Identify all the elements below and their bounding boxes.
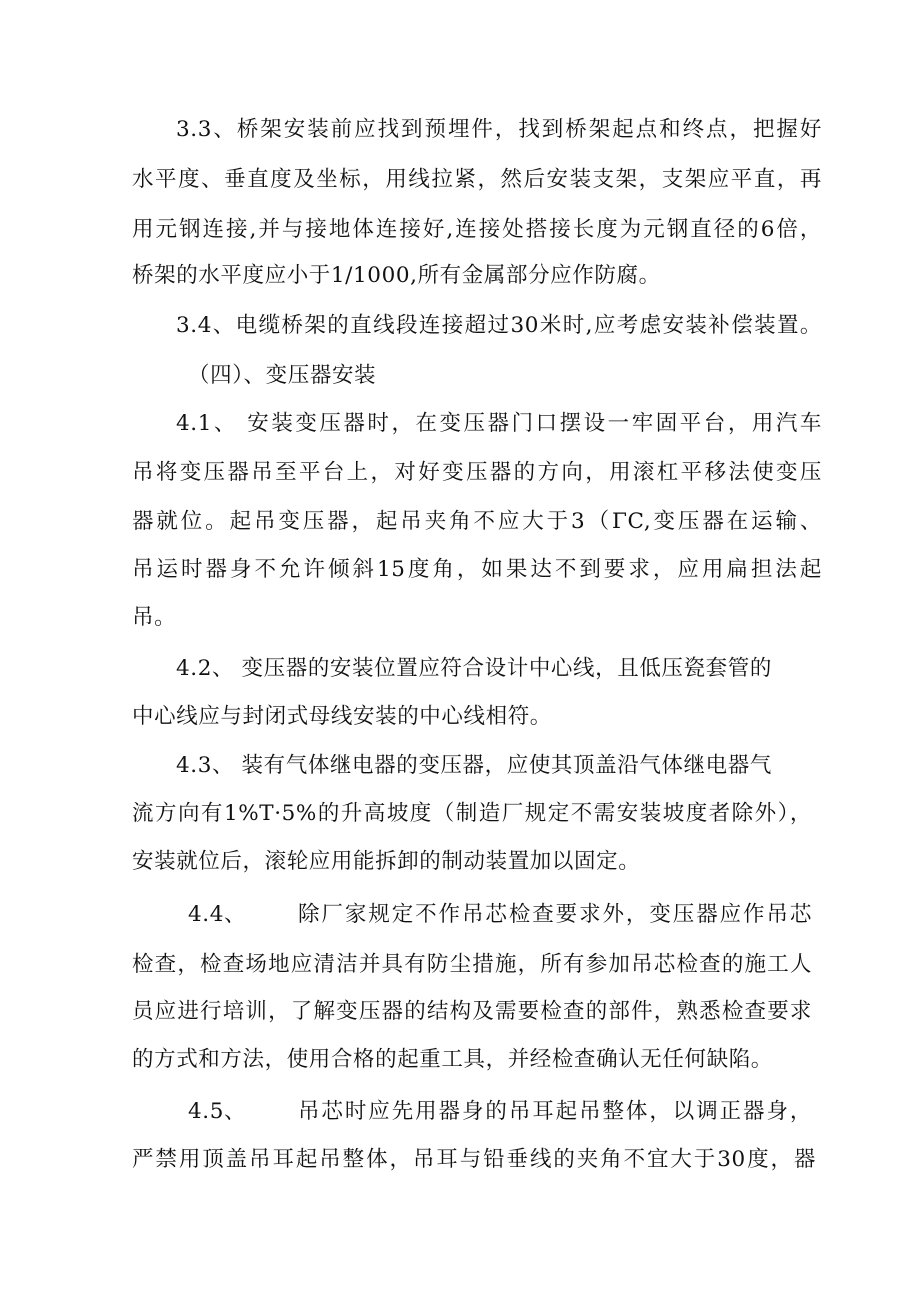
para-4-2-line-2: 中心线应与封闭式母线安装的中心线相符。	[132, 704, 552, 729]
para-4-4-line-3: 员应进行培训，了解变压器的结构及需要检查的部件，熟悉检查要求	[132, 999, 812, 1024]
para-3-3-line-4: 桥架的水平度应小于1/1000,所有金属部分应作防腐。	[132, 263, 661, 288]
para-4-2-line-1: 4.2、 变压器的安装位置应符合设计中心线，且低压瓷套管的	[176, 656, 772, 681]
para-4-4-line-4: 的方式和方法，使用合格的起重工具，并经检查确认无任何缺陷。	[132, 1047, 773, 1072]
para-4-3-line-1: 4.3、 装有气体继电器的变压器，应使其顶盖沿气体继电器气	[176, 753, 772, 778]
para-4-1-line-5: 吊。	[132, 605, 177, 630]
para-4-1-line-3: 器就位。起吊变压器，起吊夹角不应大于3（ΓC,变压器在运输、	[132, 509, 822, 534]
para-4-4-number: 4.4、	[188, 902, 247, 927]
para-3-3-line-3: 用元钢连接,并与接地体连接好,连接处搭接长度为元钢直径的6倍，	[132, 217, 822, 242]
para-3-3-line-2: 水平度、垂直度及坐标，用线拉紧，然后安装支架，支架应平直，再	[132, 167, 822, 192]
para-4-4-line-1: 除厂家规定不作吊芯检查要求外，变压器应作吊芯	[298, 902, 812, 927]
para-4-5-number: 4.5、	[188, 1099, 247, 1124]
section-heading-4: （四）、变压器安装	[188, 363, 377, 388]
para-3-3-line-1: 3.3、桥架安装前应找到预埋件，找到桥架起点和终点，把握好	[176, 117, 822, 142]
para-4-1-line-1: 4.1、 安装变压器时，在变压器门口摆设一牢固平台，用汽车	[176, 411, 822, 436]
para-4-5-line-1: 吊芯时应先用器身的吊耳起吊整体，以调正器身，	[298, 1099, 812, 1124]
para-4-3-line-3: 安装就位后，滚轮应用能拆卸的制动装置加以固定。	[132, 849, 641, 874]
para-3-4-line-1: 3.4、电缆桥架的直线段连接超过30米时,应考虑安装补偿装置。	[176, 313, 822, 338]
para-4-3-line-2: 流方向有1%T·5%的升高坡度（制造厂规定不需安装坡度者除外），	[132, 801, 812, 826]
para-4-5-line-2: 严禁用顶盖吊耳起吊整体，吊耳与铅垂线的夹角不宜大于30度，器	[132, 1147, 816, 1172]
para-4-4-line-2: 检查，检查场地应清洁并具有防尘措施，所有参加吊芯检查的施工人	[132, 952, 812, 977]
para-4-1-line-4: 吊运时器身不允许倾斜15度角，如果达不到要求，应用扁担法起	[132, 557, 822, 582]
para-4-1-line-2: 吊将变压器吊至平台上，对好变压器的方向，用滚杠平移法使变压	[132, 460, 822, 485]
